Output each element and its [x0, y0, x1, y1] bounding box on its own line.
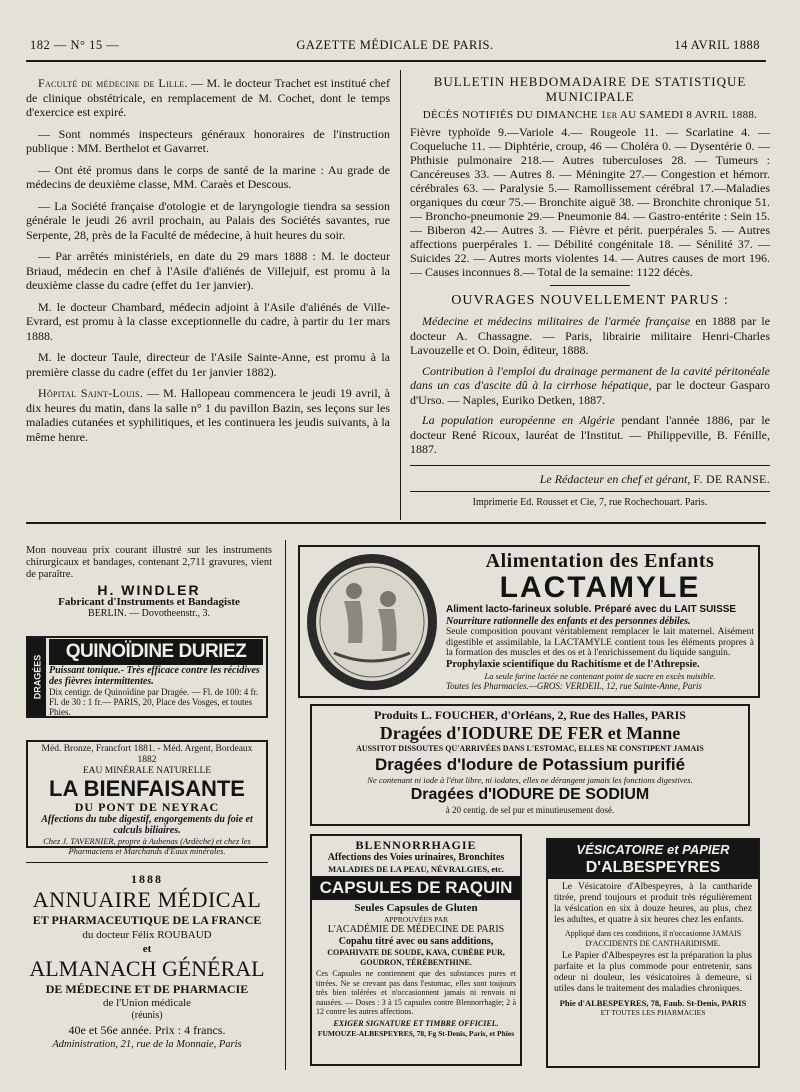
lactamyle-line-4: Prophylaxie scientifique du Rachitisme et de l'Athrepsie.: [446, 658, 700, 670]
ads-column-divider: [285, 540, 286, 1070]
imprimerie: Imprimerie Ed. Rousset et Cie, 7, rue Rochechouart. Paris.: [472, 497, 708, 508]
ouvrage-3-title: La population européenne en Algérie: [422, 413, 615, 427]
raquin-s4: Copahu titré avec ou sans additions,: [338, 936, 494, 947]
foucher-line-7: à 20 centig. de sel pur et minutieusement dosé.: [445, 805, 615, 815]
imprimerie-rule: [410, 491, 770, 492]
albespeyres-p3: Le Papier d'Albespeyres est la préparation la plus parfaite et la plus commode pour entretenir, sans odeur ni douleur, les vésicatoires à demeure, si utiles dans le traitement des maladies chroniques.: [554, 951, 752, 994]
annuaire-title: ANNUAIRE MÉDICAL: [32, 887, 262, 912]
lactamyle-line-3: Seule composition pouvant véritablement remplacer le lait maternel. Aisément digestible et assimilable, la LACTAMYLE contient tous les éléments propres à la formation des muscles et des os et à l'enrichissement du liquide sanguin.: [446, 627, 754, 658]
paragraph-inspecteurs: — Sont nommés inspecteurs généraux honoraires de l'instruction publique : MM. Berthelot et Gavarret.: [26, 126, 390, 155]
paragraph-saint-louis: [26, 386, 390, 444]
raquin-title: CAPSULES DE RAQUIN: [312, 876, 520, 900]
quinoidine-side: [28, 638, 46, 716]
paragraph-arretes: — Par arrêtés ministériels, en date du 29 mars 1888 : M. le docteur Briaud, médecin en chef à l'Asile d'aliénés de Villejuif, est promu à la deuxième classe du cadre (effet du 1er janvier).: [26, 249, 390, 292]
raquin-t2: Affections des Voies urinaires, Bronchites: [327, 852, 505, 863]
foucher-line-3: AUSSITOT DISSOUTES QU'ARRIVÉES DANS L'ESTOMAC, ELLES NE CONSTIPENT JAMAIS: [356, 744, 704, 753]
bienfaisante-medals: Méd. Bronze, Francfort 1881. - Méd. Argent, Bordeaux 1882: [41, 744, 253, 765]
quinoidine-title: QUINOÏDINE DURIEZ: [49, 639, 263, 665]
bienfaisante-place: DU PONT DE NEYRAC: [74, 800, 220, 814]
signature-role: Le Rédacteur en chef et gérant,: [539, 471, 691, 486]
ads-rule: [26, 522, 766, 524]
raquin-s5: COPAHIVATE DE SOUDE, KAVA, CUBÈBE PUR, GOUDRON, TÉRÉBENTHINE.: [327, 948, 505, 967]
raquin-s7: EXIGER SIGNATURE ET TIMBRE OFFICIEL.: [333, 1018, 499, 1028]
ad-lactamyle: [298, 545, 760, 698]
left-column: [26, 76, 390, 451]
raquin-s1: Seules Capsules de Gluten: [354, 902, 478, 914]
windler-text: Mon nouveau prix courant illustré sur les instruments chirurgicaux et bandages, contenant 2,711 gravures, vient de paraître.: [26, 545, 272, 580]
albespeyres-p4: Phie d'ALBESPEYRES, 78, Faub. St-Denis, PARIS: [559, 998, 747, 1008]
albespeyres-p5: ET TOUTES LES PHARMACIES: [600, 1008, 706, 1017]
sign-rule: [410, 465, 770, 466]
bulletin-divider: [550, 285, 630, 286]
bienfaisante-line-2: Chez J. TAVERNIER, propre à Aubenas (Ardèche) et chez les Pharmaciens et Marchands d'Eaux minérales.: [43, 836, 251, 856]
ouvrage-1: [410, 314, 770, 358]
text-lille: — M. le docteur Trachet est institué chef de clinique obstétricale, en remplacement de M. Cochet, dont le temps d'exercice est expiré.: [26, 76, 390, 119]
lactamyle-t1: Alimentation des Enfants: [485, 550, 715, 572]
deces-header: DÉCÈS NOTIFIÉS DU DIMANCHE 1er AU SAMEDI 8 AVRIL 1888.: [422, 109, 758, 121]
paragraph-marine: — Ont été promus dans le corps de santé de la marine : Au grade de médecins de deuxième classe, MM. Caraès et Descous.: [26, 162, 390, 191]
editor-signature: [410, 472, 770, 487]
quinoidine-line-2: Dix centigr. de Quinoïdine par Dragée. — Fl. de 100: 4 fr.: [49, 687, 259, 697]
raquin-s3: L'ACADÉMIE DE MÉDECINE DE PARIS: [327, 924, 505, 935]
paragraph-taule: M. le docteur Taule, directeur de l'Asile Sainte-Anne, est promu à la première classe du cadre (effet du 1er janvier 1882).: [26, 350, 390, 379]
right-column: [410, 74, 770, 511]
ad-quinoidine: [26, 636, 268, 718]
annuaire-sub-2: DE MÉDECINE ET DE PHARMACIE: [45, 982, 249, 996]
lactamyle-line-1: Aliment lacto-farineux soluble. Préparé avec du LAIT SUISSE: [446, 604, 737, 615]
foucher-line-1: Produits L. FOUCHER, d'Orléans, 2, Rue des Halles, PARIS: [374, 708, 686, 722]
annuaire-et: et: [142, 943, 152, 955]
ouvrages-title: OUVRAGES NOUVELLEMENT PARUS :: [451, 292, 729, 308]
lactamyle-line-5: La seule farine lactée ne contenant point de sucre en excès nuisible.: [484, 670, 716, 681]
annuaire-price: 40e et 56e année. Prix : 4 francs.: [68, 1023, 226, 1037]
windler-name: H. WINDLER: [97, 582, 201, 598]
ouvrage-1-title: Médecine et médecins militaires de l'armée française: [422, 314, 691, 328]
heading-lille: Faculté de médecine de Lille.: [38, 76, 188, 90]
raquin-s8: FUMOUZE-ALBESPEYRES, 78, Fg St-Denis, Paris, et Phies: [317, 1028, 515, 1038]
quinoidine-line-1: Puissant tonique.- Très efficace contre les récidives des fièvres intermittentes.: [49, 665, 260, 687]
cherubs-medallion-icon: [304, 551, 440, 694]
bienfaisante-title: LA BIENFAISANTE: [49, 776, 245, 801]
journal-title: GAZETTE MÉDICALE DE PARIS.: [296, 38, 494, 52]
paragraph-chambard: M. le docteur Chambard, médecin adjoint à l'Asile d'aliénés de Ville-Evrard, est promu à la classe exceptionnelle du cadre, à partir du 1er mars 1888.: [26, 299, 390, 343]
ad-albespeyres: [546, 838, 760, 1068]
annuaire-sub: ET PHARMACEUTIQUE DE LA FRANCE: [32, 913, 262, 927]
windler-trade: Fabricant d'Instruments et Bandagiste: [58, 596, 240, 608]
paragraph-otologie: — La Société française d'otologie et de laryngologie tiendra sa session générale le jeudi 26 avril prochain, au Palais des Sociétés savantes, rue Serpente, 28, près de la Faculté de médecine, à huit heures du soir.: [26, 198, 390, 242]
annuaire-admin: Administration, 21, rue de la Monnaie, Paris: [52, 1039, 242, 1050]
ad-raquin: [310, 834, 522, 1066]
quinoidine-line-3: Fl. de 30 : 1 fr.— PARIS, 20, Place des Vosges, et toutes Phies.: [49, 697, 253, 717]
quinoidine-side-label: DRAGÉES: [32, 654, 43, 700]
albespeyres-p2: Appliqué dans ces conditions, il n'occasionne JAMAIS D'ACCIDENTS DE CANTHARIDISME.: [564, 929, 742, 948]
header-rule: [26, 60, 766, 62]
signature-name: F. DE RANSE.: [693, 471, 770, 486]
ad-bienfaisante: [26, 740, 268, 856]
bienfaisante-line-1: Affections du tube digestif, engorgements du foie et calculs biliaires.: [41, 814, 253, 836]
foucher-line-5: Ne contenant ni iode à l'état libre, ni iodates, elles ne dérangent jamais les fonctions digestives.: [367, 775, 693, 785]
ouvrage-3: [410, 413, 770, 457]
bienfaisante-sub: EAU MINÉRALE NATURELLE: [82, 766, 212, 776]
issue-date: 14 AVRIL 1888: [674, 38, 760, 52]
page-header: [30, 38, 760, 60]
ouvrage-2-detail: par le docteur Gasparo d'Urso. — Naples, Euriko Detken, 1887.: [410, 378, 771, 407]
annuaire-author: du docteur Félix ROUBAUD: [82, 929, 212, 941]
text-saint-louis: — M. Hallopeau commencera le jeudi 19 avril, à dix heures du matin, dans la salle n° 1 du pavillon Bazin, ses leçons sur les maladies cutanées et syphilitiques, et les continuera les jeudis suivants, à la même henre.: [26, 386, 391, 444]
annuaire-rule: [26, 862, 268, 863]
ouvrage-2-title: Contribution à l'emploi du drainage permanent de la cavité péritonéale dans un cas d'ascite dû à la cirrhose hépatique,: [410, 363, 770, 392]
lactamyle-line-6: Toutes les Pharmacies.—GROS: VERDEIL, 12, rue Sainte-Anne, Paris: [446, 680, 702, 691]
annuaire-reunis: (réunis): [131, 1010, 163, 1021]
albespeyres-t1: VÉSICATOIRE et PAPIER: [576, 842, 730, 857]
ouvrage-3-detail: pendant l'année 1886, par le docteur René Ricoux, lauréat de l'Institut. — Philippeville, B. Fénille, 1887.: [410, 413, 770, 456]
annuaire-org: de l'Union médicale: [102, 997, 192, 1009]
paragraph-lille: [26, 76, 390, 120]
windler-address: BERLIN. — Dovotheenstr., 3.: [88, 608, 210, 619]
ouvrage-1-detail: en 1888 par le docteur A. Chassagne. — Paris, librairie militaire Henri-Charles Lavouzelle et O. Doin, éditeur, 1888.: [410, 314, 771, 357]
ad-foucher: [310, 704, 750, 826]
raquin-s6: Ces Capsules ne contiennent que des substances pures et titrées. Ne se crevant pas dans l'estomac, elles sont toujours très bien tolérées et n'occasionnent jamais ni renvois ni nausées. — Doses : 3 à 15 capsules contre Blennorrhagie; 2 à 12 contre les autres affections.: [316, 969, 516, 1016]
raquin-s2: APPROUVÉES PAR: [383, 915, 449, 924]
ad-annuaire: [26, 872, 268, 1051]
ad-windler: [26, 545, 272, 620]
raquin-t1: BLENNORRHAGIE: [355, 838, 477, 852]
annuaire-year: 1888: [131, 872, 163, 886]
albespeyres-title: D'ALBESPEYRES: [585, 859, 721, 876]
lactamyle-line-2: Nourriture rationnelle des enfants et des personnes débiles.: [446, 616, 691, 627]
deces-body: Fièvre typhoïde 9.—Variole 4.— Rougeole 11. — Scarlatine 4. — Coqueluche 11. — Diphtérie, croup, 46 — Choléra 0. — Dysentérie 0. — Phthisie pulmonaire 218.— Autres tuberculoses 28. — Tumeurs : Cancéreuses 33. — Autres 8. — Méningite 27.— Congestion et hémorr. cérébrales 63. — Paralysie 5.— Ramollissement cérébral 17.—Maladies organiques du cœur 75.— Bronchite aiguë 38. — Bronchite chronique 51. — Broncho-pneumonie 29.— Pneumonie 84. — Gastro-entérite : Sein 15. — Biberon 42.— Autres 3. — Fièvre et périt. puerpérales 5. — Autres affections puerpérales 1. — Débilité congénitale 18. — Sénilité 37. — Suicides 22. — Autres morts violentes 14. — Autres causes de mort 196. — Causes inconnues 8.— Total de la semaine: 1122 décès.: [410, 124, 770, 279]
heading-saint-louis: Hôpital Saint-Louis.: [38, 386, 144, 400]
page-number: 182 — N° 15 —: [30, 38, 120, 52]
albespeyres-p1: Le Vésicatoire d'Albespeyres, à la cantharide titrée, prend toujours et produit très régulièrement la vésication en six à douze heures, au plus, chez les adultes, et quatre à six heures chez les enfants.: [554, 882, 752, 925]
foucher-line-2: Dragées d'IODURE DE FER et Manne: [379, 723, 681, 743]
lactamyle-title: LACTAMYLE: [499, 571, 701, 604]
annuaire-title-2: ALMANACH GÉNÉRAL: [29, 956, 265, 981]
raquin-t3: MALADIES DE LA PEAU, NÉVRALGIES, etc.: [328, 864, 504, 874]
bulletin-title: BULLETIN HEBDOMADAIRE DE STATISTIQUE MUNICIPALE: [433, 74, 747, 104]
foucher-line-4: Dragées d'Iodure de Potassium purifié: [374, 755, 686, 774]
column-divider: [400, 70, 401, 520]
ouvrage-2: [410, 364, 770, 408]
foucher-line-6: Dragées d'IODURE DE SODIUM: [410, 786, 650, 803]
